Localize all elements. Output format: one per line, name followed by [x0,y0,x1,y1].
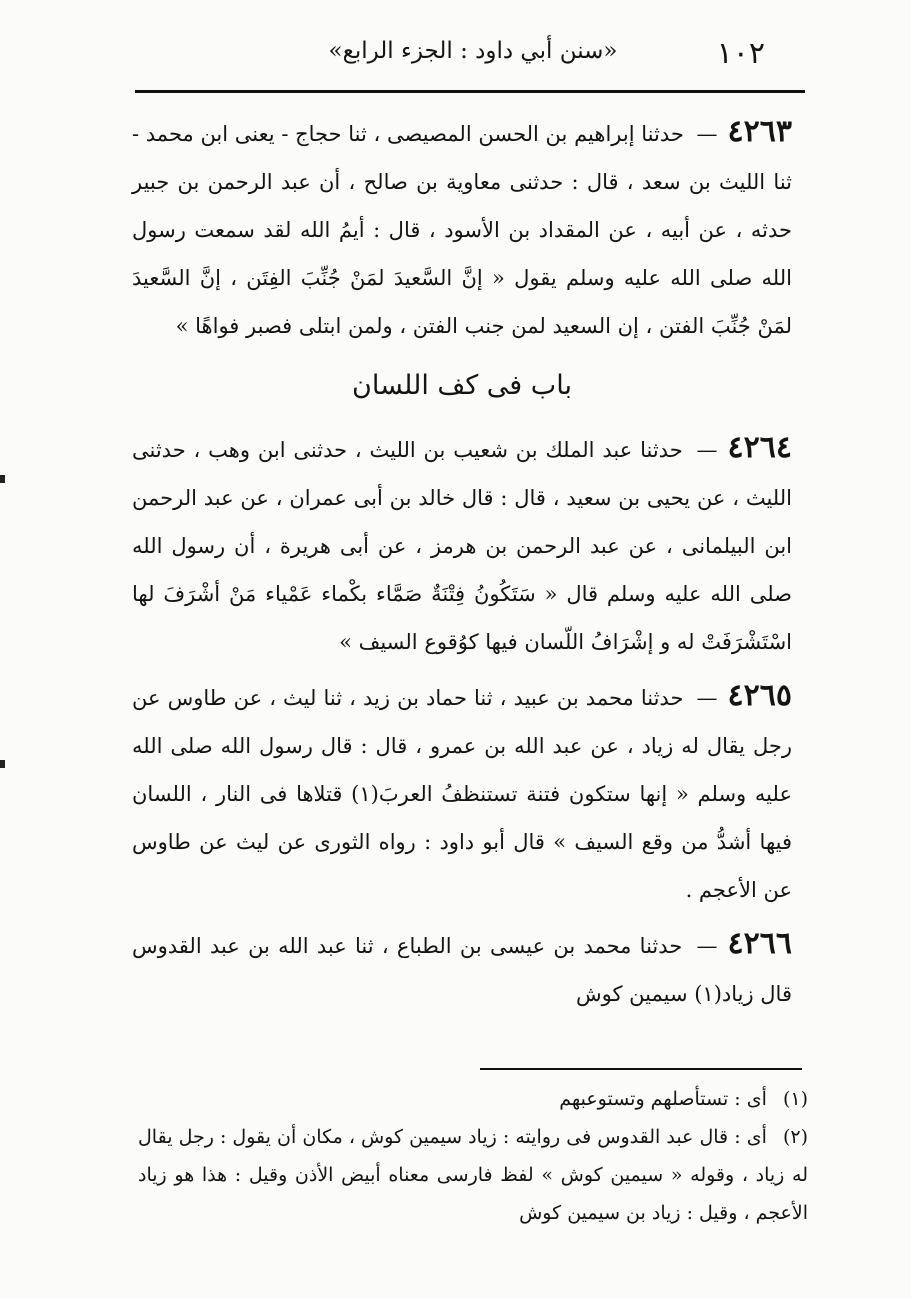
footnote-2 [138,1118,808,1232]
footnote-rule [480,1068,802,1070]
hadith-text: حدثنا عبد الملك بن شعيب بن الليث ، حدثنى ابن وهب ، حدثنى الليث ، عن يحيى بن سعيد ، قال : قال خالد بن أبى عمران ، عن عبد الرحمن ابن البيلمانى ، عن عبد الرحمن بن هرمز ، عن أبى هريرة ، أن رسول الله صلى الله عليه وسلم قال « سَتَكُونُ فِتْنَةٌ صَمَّاء بكْماء عَمْياء مَنْ أشْرَفَ لها اسْتَشْرَفَتْ له و إشْرَافُ اللّسان فيها كوُقوع السيف » [132,438,792,654]
hadith-number: ٤٢٦٤ [727,430,792,465]
hadith-4264 [132,424,792,666]
footnote-number: (١) [782,1088,808,1110]
hadith-dash: — [696,122,718,146]
scan-edge-mark [0,475,5,483]
hadith-text: حدثنا محمد بن عيسى بن الطباع ، ثنا عبد الله بن عبد القدوس قال زياد(١) سيمين كوش [132,934,792,1006]
footnote-text: أى : تستأصلهم وتستوعبهم [559,1088,767,1110]
chapter-title: باب فى كف اللسان [352,370,572,401]
hadith-text: حدثنا محمد بن عبيد ، ثنا حماد بن زيد ، ثنا ليث ، عن طاوس عن رجل يقال له زياد ، عن عبد الله بن عمرو ، قال : قال رسول الله صلى الله عليه وسلم « إنها ستكون فتنة تستنظفُ العربَ(١) قتلاها فى النار ، اللسان فيها أشدُّ من وقع السيف » قال أبو داود : رواه الثورى عن ليث عن طاوس عن الأعجم . [132,686,792,902]
hadith-text: حدثنا إبراهيم بن الحسن المصيصى ، ثنا حجاج - يعنى ابن محمد - ثنا الليث بن سعد ، قال : حدثنى معاوية بن صالح ، أن عبد الرحمن بن جبير حدثه ، عن أبيه ، عن المقداد بن الأسود ، قال : أيمُ الله لقد سمعت رسول الله صلى الله عليه وسلم يقول « إنَّ السَّعيدَ لمَنْ جُنِّبَ الفِتَن ، إنَّ السَّعيدَ لمَنْ جُنِّبَ الفتن ، إن السعيد لمن جنب الفتن ، ولمن ابتلى فصبر فواهًا » [132,122,792,338]
footnote-1 [138,1080,808,1118]
header-rule [135,90,805,93]
hadith-4265 [132,672,792,914]
hadith-4263 [132,108,792,350]
hadith-dash: — [696,686,718,710]
page-body [132,108,792,1018]
page-header [135,30,795,86]
page-number: ١٠٢ [716,36,765,71]
scan-edge-mark [0,760,5,768]
hadith-dash: — [696,438,718,462]
hadith-dash: — [696,934,718,958]
footnotes [138,1080,808,1232]
hadith-number: ٤٢٦٦ [727,926,792,961]
hadith-number: ٤٢٦٣ [727,114,792,149]
footnote-number: (٢) [782,1126,808,1148]
hadith-4266 [132,920,792,1018]
footnote-text: أى : قال عبد القدوس فى روايته : زياد سيمين كوش ، مكان أن يقول : رجل يقال له زياد ، وقوله « سيمين كوش » لفظ فارسى معناه أبيض الأذن وقيل : هذا هو زياد الأعجم ، وقيل : زياد بن سيمين كوش [138,1126,808,1224]
running-title: «سنن أبي داود : الجزء الرابع» [328,38,618,64]
hadith-number: ٤٢٦٥ [727,678,792,713]
